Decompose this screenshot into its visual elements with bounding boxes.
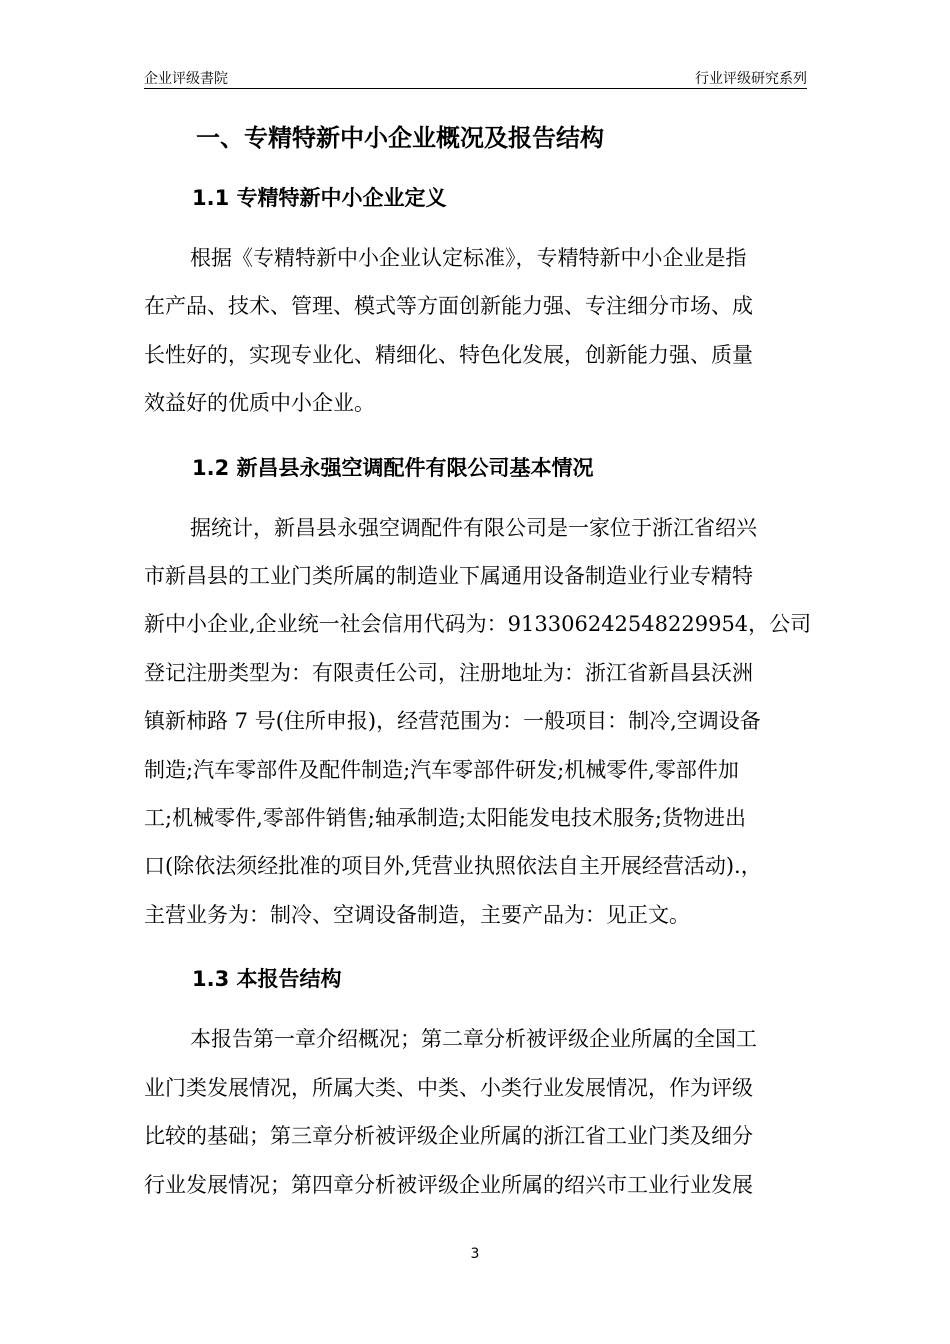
- paragraph-line: 比较的基础；第三章分析被评级企业所属的浙江省工业门类及细分: [144, 1124, 753, 1149]
- section-body-1-3: [144, 1015, 807, 1209]
- paragraph-line: 制造;汽车零部件及配件制造;汽车零部件研发;机械零件,零部件加: [144, 757, 739, 782]
- paragraph-line: 业门类发展情况，所属大类、中类、小类行业发展情况，作为评级: [144, 1075, 753, 1100]
- paragraph-line: 在产品、技术、管理、模式等方面创新能力强、专注细分市场、成: [144, 294, 753, 319]
- paragraph-line: 效益好的优质中小企业。: [144, 391, 375, 416]
- chapter-title: 一、专精特新中小企业概况及报告结构: [196, 124, 604, 152]
- section-body-1-1: [144, 234, 807, 428]
- paragraph-line: 登记注册类型为：有限责任公司，注册地址为：浙江省新昌县沃洲: [144, 660, 753, 685]
- page-header: [144, 66, 807, 89]
- header-left-text: 企业评级書院: [144, 71, 228, 87]
- paragraph-line: 长性好的，实现专业化、精细化、特色化发展，创新能力强、质量: [144, 342, 753, 367]
- paragraph-line: 口(除依法须经批准的项目外,凭营业执照依法自主开展经营活动).，: [144, 854, 762, 879]
- section-heading-1-1: 1.1 专精特新中小企业定义: [192, 186, 447, 210]
- paragraph-line: 根据《专精特新中小企业认定标准》，专精特新中小企业是指: [190, 246, 747, 270]
- paragraph-line: 镇新柿路 7 号(住所申报)，经营范围为：一般项目：制冷,空调设备: [144, 709, 761, 734]
- paragraph-line: 行业发展情况；第四章分析被评级企业所属的绍兴市工业行业发展: [144, 1172, 753, 1197]
- header-right-text: 行业评级研究系列: [695, 71, 807, 87]
- page-content: [144, 112, 812, 1209]
- paragraph-line: 主营业务为：制冷、空调设备制造，主要产品为：见正文。: [144, 902, 690, 927]
- paragraph-line: 市新昌县的工业门类所属的制造业下属通用设备制造业行业专精特: [144, 564, 753, 589]
- paragraph-line: 据统计，新昌县永强空调配件有限公司是一家位于浙江省绍兴: [190, 515, 757, 540]
- paragraph-line: 新中小企业,企业统一社会信用代码为：91330624254822995​4，公司: [144, 612, 812, 637]
- section-body-1-2: [144, 504, 812, 940]
- paragraph-line: 本报告第一章介绍概况；第二章分析被评级企业所属的全国工: [190, 1027, 757, 1052]
- section-heading-1-3: 1.3 本报告结构: [192, 967, 342, 992]
- section-heading-1-2: 1.2 新昌县永强空调配件有限公司基本情况: [192, 455, 594, 480]
- page-number: 3: [470, 1246, 480, 1262]
- paragraph-line: 工;机械零件,零部件销售;轴承制造;太阳能发电技术服务;货物进出: [144, 806, 746, 831]
